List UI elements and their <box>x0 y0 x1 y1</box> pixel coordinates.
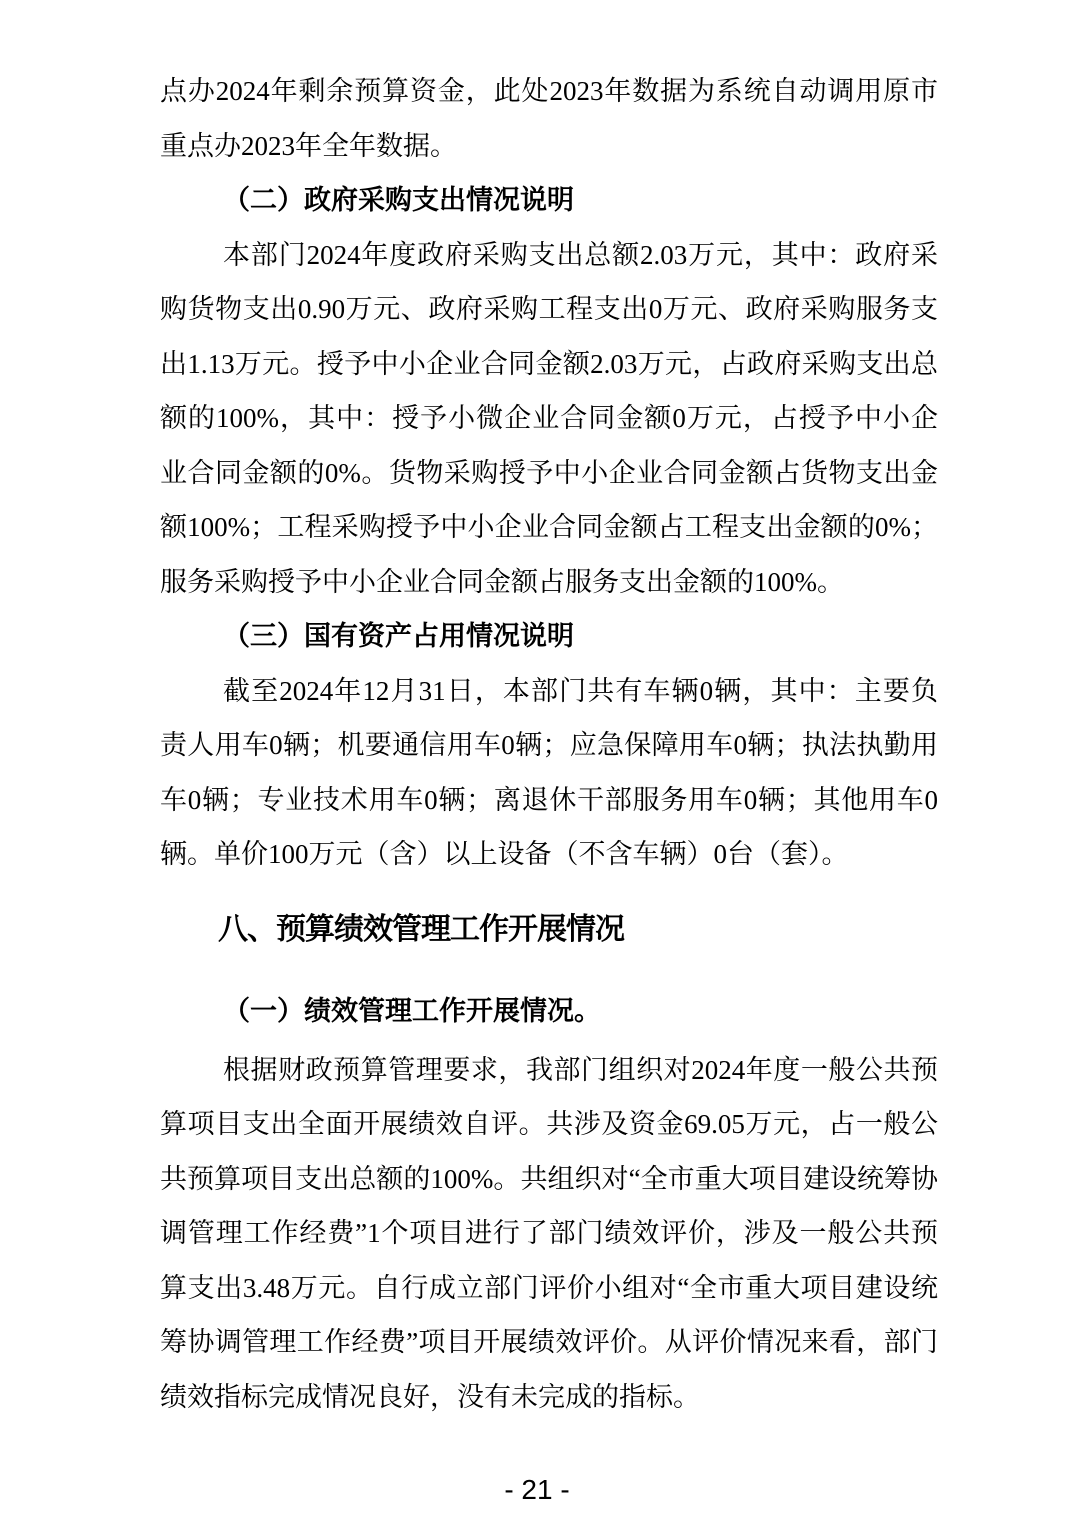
paragraph-continuation: 点办2024年剩余预算资金，此处2023年数据为系统自动调用原市重点办2023年全年数据。 <box>160 76 938 161</box>
heading-procurement: （二）政府采购支出情况说明 <box>223 185 574 215</box>
page-number: - 21 - <box>504 1474 570 1505</box>
heading-performance: （一）绩效管理工作开展情况。 <box>223 996 601 1026</box>
paragraph-assets: 截至2024年12月31日，本部门共有车辆0辆，其中：主要负责人用车0辆；机要通信用车0辆；应急保障用车0辆；执法执勤用车0辆；专业技术用车0辆；离退休干部服务用车0辆；其他用车0辆。单价100万元（含）以上设备（不含车辆）0台（套）。 <box>160 675 938 869</box>
heading-assets: （三）国有资产占用情况说明 <box>223 621 574 651</box>
paragraph-procurement: 本部门2024年度政府采购支出总额2.03万元，其中：政府采购货物支出0.90万元、政府采购工程支出0万元、政府采购服务支出1.13万元。授予中小企业合同金额2.03万元，占政府采购支出总额的100%，其中：授予小微企业合同金额0万元，占授予中小企业合同金额的0%。货物采购授予中小企业合同金额占货物支出金额100%；工程采购授予中小企业合同金额占工程支出金额的0%；服务采购授予中小企业合同金额占服务支出金额的100%。 <box>160 239 938 597</box>
heading-section-eight: 八、预算绩效管理工作开展情况 <box>218 912 624 946</box>
page-content <box>160 64 938 1424</box>
paragraph-performance: 根据财政预算管理要求，我部门组织对2024年度一般公共预算项目支出全面开展绩效自评。共涉及资金69.05万元，占一般公共预算项目支出总额的100%。共组织对“全市重大项目建设统筹协调管理工作经费”1个项目进行了部门绩效评价，涉及一般公共预算支出3.48万元。自行成立部门评价小组对“全市重大项目建设统筹协调管理工作经费”项目开展绩效评价。从评价情况来看，部门绩效指标完成情况良好，没有未完成的指标。 <box>160 1054 938 1412</box>
